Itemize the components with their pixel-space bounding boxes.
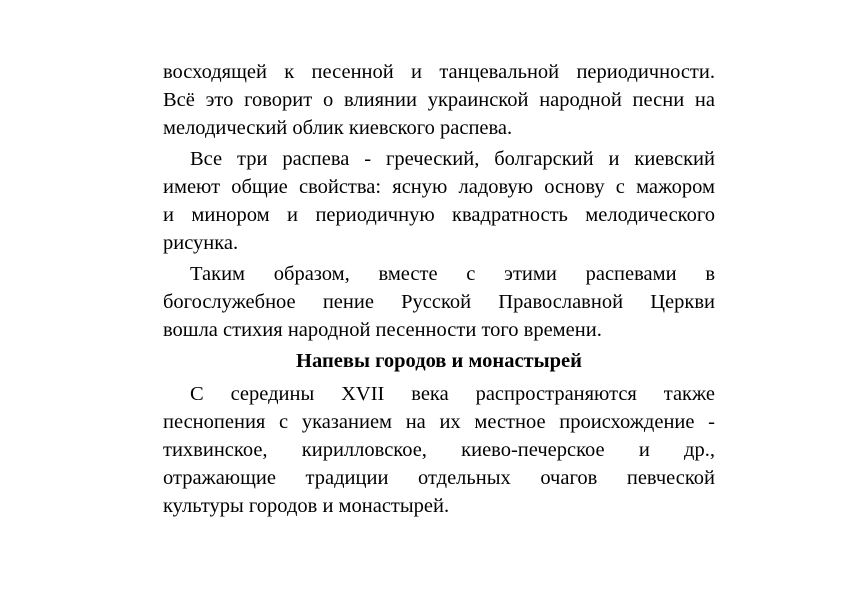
text-line: богослужебное пение Русской Православной Церкви	[163, 291, 715, 313]
text-line: культуры городов и монастырей.	[163, 495, 450, 517]
text-line: Все три распева - греческий, болгарский и киевский	[190, 148, 715, 170]
text-line: вошла стихия народной песенности того времени.	[163, 319, 602, 341]
text-line: мелодический облик киевского распева.	[163, 117, 513, 139]
text-line: тихвинское, кирилловское, киево-печерское и др.,	[163, 439, 715, 461]
paragraph-1	[163, 58, 715, 142]
paragraph-3	[163, 260, 715, 344]
paragraph-4	[163, 380, 715, 520]
text-line: песнопения с указанием на их местное происхождение -	[163, 411, 715, 433]
text-line: Всё это говорит о влиянии украинской народной песни на	[163, 89, 715, 111]
text-line: восходящей к песенной и танцевальной периодичности.	[163, 61, 715, 83]
text-line: имеют общие свойства: ясную ладовую основу с мажором	[163, 176, 715, 198]
section-heading: Напевы городов и монастырей	[296, 350, 582, 372]
text-line: отражающие традиции отдельных очагов певческой	[163, 467, 715, 489]
text-line: Таким образом, вместе с этими распевами в	[190, 263, 715, 285]
text-line: рисунка.	[163, 232, 239, 254]
paragraph-2	[163, 145, 715, 257]
document-text	[163, 58, 715, 520]
text-line: и минором и периодичную квадратность мелодического	[163, 204, 715, 226]
text-line: С середины XVII века распространяются также	[190, 383, 715, 405]
